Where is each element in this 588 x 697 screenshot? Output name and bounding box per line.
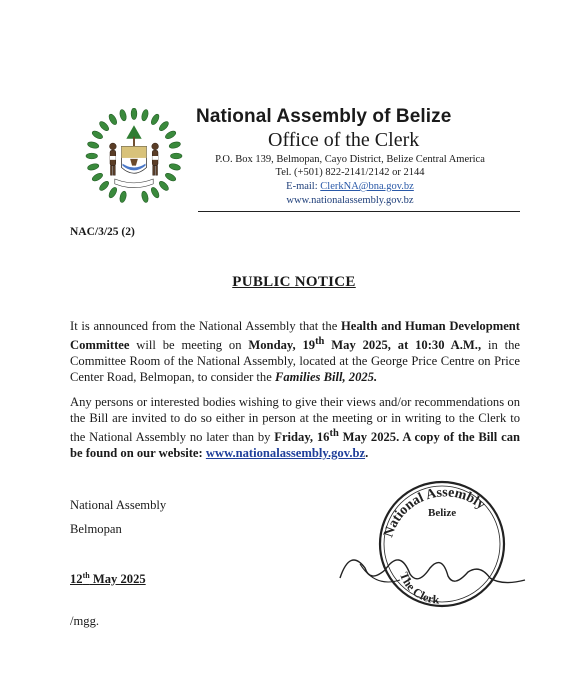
office-name: Office of the Clerk xyxy=(268,129,420,151)
bill-name: Families Bill, 2025. xyxy=(274,370,378,385)
meeting-datetime xyxy=(248,338,481,352)
p1-text-2: will be meeting on xyxy=(129,338,249,353)
belize-coat-of-arms-icon xyxy=(85,108,183,204)
deadline-day-suffix: th xyxy=(329,428,339,439)
deadline-day: Friday, 16 xyxy=(274,430,330,445)
stamp-top-text: National Assembly xyxy=(381,485,488,540)
deadline-date xyxy=(274,430,399,444)
stamp-center-text: Belize xyxy=(428,507,457,519)
website-url-link[interactable]: www.nationalassembly.gov.bz xyxy=(205,446,366,461)
stamp-bottom-text: The Clerk xyxy=(396,570,440,607)
letterhead-divider xyxy=(198,211,520,212)
signatory-city: Belmopan xyxy=(70,522,122,536)
p2-text-1: Any persons or interested bodies wishing to give their views and/or recommendations on the Bill are invited to do so either in person at the meeting or in writing to the Clerk to the National Assembly no later than by xyxy=(70,395,520,445)
signatory-organization: National Assembly xyxy=(70,498,167,512)
committee-name: Health and Human Development Committee xyxy=(70,319,520,353)
submission-paragraph xyxy=(70,394,520,461)
notice-title: PUBLIC NOTICE xyxy=(232,274,356,290)
official-stamp-seal xyxy=(330,468,530,608)
announcement-paragraph xyxy=(70,318,520,385)
telephone-numbers: Tel. (+501) 822-2141/2142 or 2144 xyxy=(275,167,425,178)
postal-address: P.O. Box 139, Belmopan, Cayo District, Belize Central America xyxy=(215,154,485,165)
email-link[interactable]: ClerkNA@bna.gov.bz xyxy=(320,181,414,192)
p2-text-2: A copy of the Bill can be found on our website: xyxy=(70,430,520,461)
p1-text-1: It is announced from the National Assembly that the xyxy=(70,319,341,333)
meeting-time: May 2025, at 10:30 A.M., xyxy=(324,338,482,353)
deadline-rest: May 2025. xyxy=(338,430,400,445)
p2-period: . xyxy=(365,446,369,461)
date-day: 12 xyxy=(70,572,83,587)
typist-initials: /mgg. xyxy=(70,614,100,628)
meeting-day-suffix: th xyxy=(315,336,325,347)
assembly-name-heading: National Assembly of Belize xyxy=(196,106,452,127)
p1-text-3: in the Committee Room of the National Assembly, located at the George Price Centre on Price Center Road, Belmopan, to consider the xyxy=(70,338,520,385)
website-link[interactable]: www.nationalassembly.gov.bz xyxy=(286,195,414,206)
meeting-day: Monday, 19 xyxy=(248,338,316,353)
email-line xyxy=(180,181,520,193)
email-label: E-mail: xyxy=(286,181,321,192)
notice-date xyxy=(70,571,146,587)
date-month-year: May 2025 xyxy=(89,572,146,587)
reference-number: NAC/3/25 (2) xyxy=(70,226,135,238)
date-day-suffix: th xyxy=(82,571,90,580)
